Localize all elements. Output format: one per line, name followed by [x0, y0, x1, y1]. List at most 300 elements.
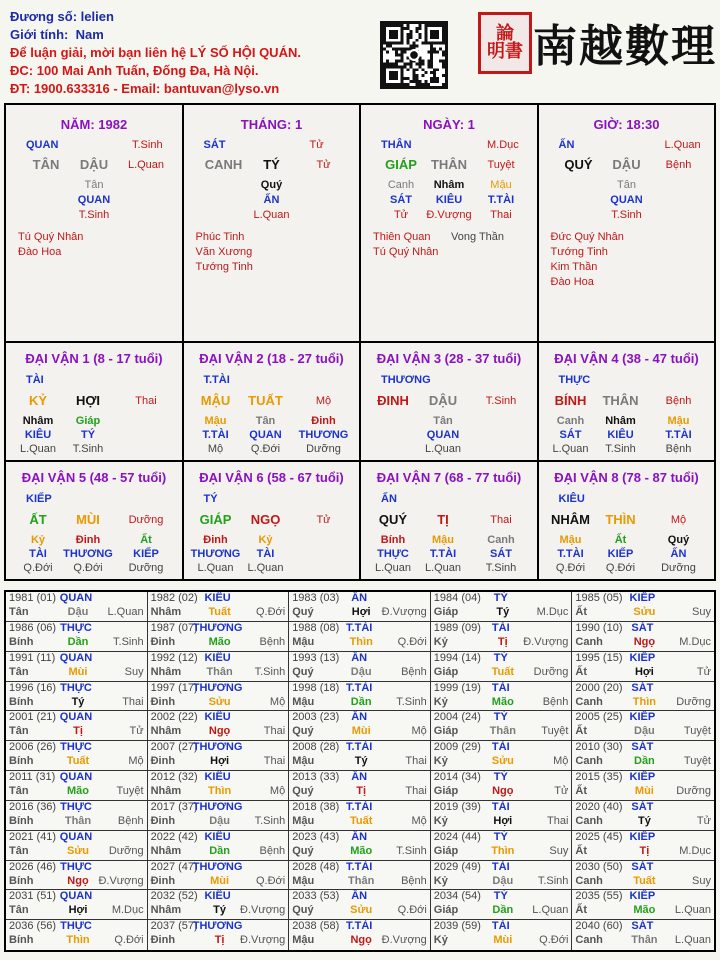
year-phase: Mộ [128, 755, 144, 768]
year-branch: Dậu [209, 814, 230, 827]
year-stem: Bính [9, 934, 34, 947]
year-branch: Tý [71, 695, 85, 708]
year-label: 2033 (53) [292, 890, 340, 903]
year-ten-god: KIẾP [629, 592, 656, 604]
brand-logo: 南越數理 [533, 21, 717, 72]
year-branch: Ngọ [633, 635, 656, 648]
year-cell [289, 861, 431, 891]
luck-ten-god: TÀI [26, 374, 44, 386]
year-ten-god: QUAN [59, 592, 93, 604]
header-info [10, 8, 301, 98]
year-phase: Tuyệt [683, 725, 711, 738]
luck-ten-god: TÝ [203, 493, 218, 505]
year-stem: Mậu [292, 635, 315, 648]
year-label: 2007 (27) [150, 741, 198, 754]
hidden-ten-god: ẤN [263, 194, 280, 206]
year-label: 1995 (15) [575, 651, 623, 664]
year-branch: Ngọ [492, 785, 514, 797]
year-branch: Tuất [633, 874, 656, 887]
qr-code[interactable] [380, 21, 448, 89]
year-ten-god: KIÊU [204, 711, 231, 724]
year-ten-god: THƯƠNG [192, 860, 243, 873]
year-phase: Đ.Vượng [240, 934, 286, 947]
year-phase: Thai [405, 755, 427, 768]
year-label: 1993 (13) [292, 651, 340, 664]
year-branch: Tý [354, 755, 368, 768]
luck-phase: Tử [316, 514, 331, 526]
luck-hidden-god: KIÊU [24, 429, 52, 441]
year-branch: Sửu [491, 755, 514, 768]
luck-hidden-stem: Mậu [559, 534, 582, 546]
year-ten-god: THƯƠNG [192, 741, 243, 754]
pillar-cell [184, 105, 362, 343]
luck-hidden-stem: Ất [140, 534, 152, 546]
year-branch: Sửu [633, 606, 656, 618]
year-cell [572, 920, 714, 950]
year-stem: Nhâm [150, 904, 182, 917]
year-phase: M.Dục [679, 844, 711, 857]
year-label: 1997 (17) [150, 681, 198, 694]
year-label: 2012 (32) [150, 771, 198, 783]
hidden-phase: T.Sinh [78, 209, 110, 221]
year-stem: Mậu [292, 934, 315, 947]
luck-branch: DẬU [428, 393, 458, 408]
year-branch: Thìn [207, 785, 232, 797]
year-branch: Tý [637, 814, 651, 827]
luck-stem: ĐINH [377, 393, 409, 408]
year-cell [289, 771, 431, 801]
year-label: 1989 (09) [433, 621, 481, 634]
luck-pillar-cell [6, 343, 184, 462]
luck-hidden-god: SÁT [559, 429, 582, 441]
pillar-branch: TÝ [263, 157, 280, 172]
year-branch: Sửu [66, 844, 90, 857]
year-cell [431, 711, 573, 741]
year-label: 2011 (31) [9, 771, 56, 783]
year-phase: Dưỡng [676, 785, 711, 797]
year-branch: Tị [497, 635, 508, 648]
year-ten-god: KIẾP [629, 830, 656, 843]
year-branch: Thìn [66, 934, 90, 947]
year-stem: Kỷ [433, 814, 448, 827]
year-ten-god: TÀI [491, 860, 510, 873]
year-stem: Đinh [150, 934, 176, 947]
year-ten-god: KIÊU [204, 830, 231, 843]
year-ten-god: T.TÀI [346, 860, 373, 873]
year-label: 2026 (46) [9, 860, 57, 873]
luck-branch: HỢI [75, 393, 101, 408]
luck-hidden-god: KIÊU [607, 429, 634, 441]
year-stem: Đinh [150, 695, 176, 708]
pillar-branch: DẬU [612, 157, 641, 172]
year-ten-god: QUAN [59, 830, 93, 843]
hidden-stem: Nhâm [433, 179, 465, 191]
pillar-title: NĂM: 1982 [60, 117, 128, 132]
luck-hidden-stem: Giáp [75, 415, 101, 427]
year-branch: Hợi [634, 665, 654, 678]
year-cell [148, 682, 290, 712]
year-branch: Dậu [67, 606, 89, 618]
phone-line: ĐT: 1900.633316 - Email: bantuvan@lyso.vn [10, 81, 280, 96]
hidden-ten-god: SÁT [390, 194, 412, 206]
year-ten-god: TÝ [493, 830, 508, 843]
luck-stem: GIÁP [199, 512, 232, 527]
year-stem: Kỷ [433, 635, 448, 648]
year-branch: Mùi [493, 934, 513, 947]
luck-hidden-stem: Ất [614, 534, 627, 546]
year-phase: Bệnh [542, 695, 569, 708]
pillar-branch-phase: L.Quan [127, 159, 165, 171]
shen-sha-star: Thiên Quan [373, 231, 431, 243]
year-branch: Sửu [350, 904, 373, 917]
year-phase: Bệnh [401, 874, 427, 887]
year-branch: Mùi [351, 725, 371, 738]
year-branch: Tuất [491, 665, 514, 678]
year-label: 2020 (40) [575, 800, 623, 813]
luck-title: ĐẠI VẬN 8 (78 - 87 tuổi) [554, 470, 699, 485]
pillar-title: THÁNG: 1 [240, 117, 303, 132]
year-branch: Mão [491, 695, 514, 708]
year-phase: Bệnh [117, 814, 144, 827]
year-branch: Tý [496, 606, 510, 618]
year-phase: Đ.Vượng [240, 904, 286, 917]
luck-hidden-stem: Canh [556, 415, 585, 427]
year-stem: Ất [575, 606, 587, 618]
year-branch: Mão [208, 635, 231, 648]
year-label: 2027 (47) [150, 860, 198, 873]
year-label: 2016 (36) [9, 800, 57, 813]
year-ten-god: THƯƠNG [192, 800, 243, 813]
luck-hidden-phase: L.Quan [197, 562, 234, 574]
year-branch: Mão [350, 844, 373, 857]
year-stem: Giáp [433, 665, 459, 678]
year-branch: Dần [634, 755, 655, 768]
year-ten-god: KIÊU [204, 592, 231, 604]
year-ten-god: TÝ [493, 711, 508, 724]
year-label: 1987 (07) [150, 621, 198, 634]
luck-ten-god: THỰC [558, 374, 591, 386]
year-cell [289, 741, 431, 771]
year-label: 1985 (05) [575, 592, 623, 604]
year-cell [431, 831, 573, 861]
year-cell [431, 861, 573, 891]
luck-hidden-stem: Đinh [75, 534, 101, 546]
year-label: 1994 (14) [433, 651, 481, 664]
year-label: 2032 (52) [150, 890, 198, 903]
year-label: 2028 (48) [292, 860, 340, 873]
hidden-phase: L.Quan [253, 209, 290, 221]
year-label: 2019 (39) [433, 800, 481, 813]
year-ten-god: ẤN [351, 651, 368, 664]
year-label: 1981 (01) [9, 592, 57, 604]
year-ten-god: TÀI [491, 741, 510, 754]
year-phase: Tử [696, 665, 711, 678]
year-ten-god: THỰC [60, 681, 92, 694]
year-cell [148, 622, 290, 652]
shen-sha-extra: Vong Thần [451, 231, 505, 243]
year-cell [431, 920, 573, 950]
year-phase: Dưỡng [533, 665, 569, 678]
luck-phase: Thai [490, 514, 512, 526]
year-phase: Q.Đới [255, 874, 286, 887]
year-phase: Mộ [269, 785, 286, 797]
shen-sha-star: Đào Hoa [550, 276, 594, 288]
year-ten-god: T.TÀI [346, 800, 373, 813]
pillar-stem: TÂN [32, 157, 60, 172]
hidden-stem: Mậu [490, 179, 512, 191]
year-branch: Thân [206, 665, 233, 678]
luck-phase: Thai [135, 395, 157, 407]
year-branch: Thìn [491, 844, 515, 857]
luck-ten-god: THƯƠNG [381, 374, 431, 386]
year-cell [572, 622, 714, 652]
gender-value: Nam [75, 27, 104, 42]
luck-hidden-phase: L.Quan [19, 443, 57, 455]
luck-branch: TUẤT [248, 393, 283, 408]
year-label: 2006 (26) [9, 741, 57, 754]
year-stem: Bính [9, 755, 34, 768]
year-ten-god: TÝ [493, 771, 508, 783]
year-stem: Tân [9, 606, 29, 618]
hidden-stem: Quý [260, 179, 283, 191]
year-branch: Tý [213, 904, 227, 917]
annual-luck-table [4, 590, 716, 952]
luck-stem: MẬU [200, 393, 231, 408]
year-cell [572, 711, 714, 741]
luck-ten-god: T.TÀI [203, 374, 230, 386]
luck-hidden-stem: Canh [487, 534, 515, 546]
year-label: 2015 (35) [575, 771, 623, 783]
shen-sha-star: Phúc Tinh [195, 231, 245, 243]
luck-hidden-stem: Kỷ [30, 534, 46, 546]
luck-pillar-cell [6, 462, 184, 579]
year-phase: Q.Đới [397, 635, 427, 648]
luck-hidden-god: TÀI [256, 548, 275, 560]
year-cell [572, 801, 714, 831]
year-stem: Tân [9, 665, 29, 678]
luck-hidden-phase: L.Quan [247, 562, 284, 574]
pillar-stem: GIÁP [385, 157, 417, 172]
luck-pillar-cell [361, 462, 539, 579]
year-branch: Tị [73, 725, 83, 738]
luck-hidden-stem: Mậu [204, 415, 227, 427]
pillar-title: GIỜ: 18:30 [593, 117, 660, 132]
code-label: Đương số: [10, 9, 78, 24]
year-stem: Đinh [150, 635, 176, 648]
luck-pillar-cell [184, 462, 362, 579]
year-branch: Tuất [208, 606, 231, 618]
luck-hidden-god: QUAN [249, 429, 282, 441]
luck-phase: Mộ [315, 395, 332, 407]
year-ten-god: SÁT [631, 860, 654, 873]
year-cell [148, 861, 290, 891]
year-phase: L.Quan [674, 904, 711, 917]
year-ten-god: KIẾP [629, 890, 656, 903]
luck-hidden-god: T.TÀI [665, 429, 692, 441]
year-phase: T.Sinh [254, 665, 286, 678]
year-phase: Q.Đới [397, 904, 427, 917]
luck-hidden-phase: Q.Đới [23, 562, 53, 574]
year-label: 2023 (43) [292, 830, 340, 843]
year-label: 2005 (25) [575, 711, 623, 724]
year-label: 2022 (42) [150, 830, 198, 843]
year-cell [148, 592, 290, 622]
year-cell [289, 920, 431, 950]
year-stem: Tân [9, 785, 29, 797]
year-branch: Thân [631, 934, 658, 947]
year-label: 2038 (58) [292, 920, 340, 933]
year-stem: Giáp [433, 904, 459, 917]
shen-sha-star: Văn Xương [195, 246, 253, 258]
year-phase: Bệnh [401, 665, 427, 678]
year-ten-god: T.TÀI [346, 741, 373, 754]
year-stem: Mậu [292, 695, 315, 708]
year-ten-god: TÝ [493, 651, 508, 664]
luck-branch: THÂN [602, 393, 639, 408]
luck-ten-god: KIÊU [558, 493, 585, 505]
year-label: 2010 (30) [575, 741, 623, 754]
year-phase: M.Dục [679, 635, 711, 648]
year-stem: Kỷ [433, 934, 448, 947]
year-cell [289, 831, 431, 861]
luck-hidden-stem: Bính [380, 534, 406, 546]
year-label: 2036 (56) [9, 920, 57, 933]
luck-pillar-cell [184, 343, 362, 462]
luck-hidden-stem: Mậu [667, 415, 690, 427]
year-ten-god: KIÊU [204, 771, 231, 783]
year-label: 2037 (57) [150, 920, 198, 933]
year-branch: Tị [639, 844, 650, 857]
year-ten-god: SÁT [631, 621, 654, 634]
pillar-ten-god: THÂN [381, 139, 412, 151]
pillar-branch-phase: Tuyệt [487, 159, 515, 171]
year-stem: Ất [575, 665, 587, 678]
year-ten-god: SÁT [631, 681, 654, 694]
year-phase: Mộ [553, 755, 569, 768]
luck-hidden-phase: T.Sinh [485, 562, 517, 574]
luck-hidden-phase: Q.Đới [73, 562, 103, 574]
year-phase: Suy [692, 606, 711, 618]
year-branch: Ngọ [208, 725, 231, 738]
year-cell [289, 801, 431, 831]
year-phase: M.Dục [111, 904, 144, 917]
year-branch: Dần [209, 844, 230, 857]
luck-phase: Bệnh [665, 395, 692, 407]
pillar-ten-god: SÁT [203, 139, 226, 151]
hidden-stem: Tân [617, 179, 636, 191]
luck-hidden-god: T.TÀI [202, 429, 229, 441]
shen-sha-star: Đức Quý Nhân [550, 231, 624, 243]
year-ten-god: THỰC [60, 621, 92, 634]
luck-stem: ẤT [29, 512, 47, 527]
year-branch: Ngọ [350, 934, 372, 947]
luck-branch: MÙI [76, 512, 100, 527]
year-branch: Thìn [632, 695, 656, 708]
year-phase: Đ.Vượng [523, 635, 569, 648]
luck-title: ĐẠI VẬN 6 (58 - 67 tuổi) [199, 470, 344, 485]
year-branch: Tuất [349, 814, 373, 827]
luck-hidden-god: QUAN [426, 429, 460, 441]
luck-hidden-phase: Bệnh [665, 443, 692, 455]
year-ten-god: ẤN [351, 771, 368, 783]
shen-sha-star: Tú Quý Nhân [373, 246, 439, 258]
luck-hidden-phase: Dưỡng [306, 443, 341, 455]
year-phase: L.Quan [107, 606, 144, 618]
year-cell [289, 622, 431, 652]
year-label: 2034 (54) [433, 890, 481, 903]
year-ten-god: KIÊU [204, 651, 231, 664]
year-cell [572, 652, 714, 682]
luck-title: ĐẠI VẬN 2 (18 - 27 tuổi) [199, 351, 344, 366]
address-line: ĐC: 100 Mai Anh Tuấn, Đống Đa, Hà Nội. [10, 63, 259, 78]
year-branch: Mùi [634, 785, 654, 797]
year-phase: Tuyệt [683, 755, 711, 768]
year-label: 2025 (45) [575, 830, 623, 843]
year-cell [572, 741, 714, 771]
year-stem: Quý [292, 904, 314, 917]
year-stem: Đinh [150, 755, 176, 768]
year-ten-god: QUAN [59, 711, 93, 724]
shen-sha-star: Tú Quý Nhân [18, 231, 84, 243]
year-stem: Quý [292, 785, 314, 797]
year-cell [572, 890, 714, 920]
luck-branch: TỊ [437, 512, 449, 527]
year-phase: Q.Đới [255, 606, 286, 618]
year-cell [148, 711, 290, 741]
year-label: 2024 (44) [433, 830, 481, 843]
year-phase: Tuyệt [116, 785, 144, 797]
year-cell [6, 682, 148, 712]
year-cell [431, 592, 573, 622]
pillar-ten-god: ẤN [558, 139, 575, 151]
luck-hidden-phase: Q.Đới [605, 562, 636, 574]
luck-hidden-phase: Q.Đới [555, 562, 586, 574]
year-cell [572, 831, 714, 861]
luck-hidden-phase: Dưỡng [128, 562, 164, 574]
year-label: 2035 (55) [575, 890, 623, 903]
year-branch: Dậu [350, 665, 372, 678]
year-branch: Thân [64, 814, 92, 827]
year-branch: Thân [348, 874, 375, 887]
hidden-ten-god: KIÊU [435, 194, 463, 206]
luck-hidden-phase: L.Quan [424, 443, 462, 455]
year-stem: Giáp [433, 785, 459, 797]
year-ten-god: THỰC [60, 800, 92, 813]
luck-hidden-phase: Q.Đới [250, 443, 281, 455]
year-stem: Đinh [150, 874, 176, 887]
year-stem: Nhâm [150, 665, 182, 678]
year-phase: T.Sinh [537, 874, 569, 887]
year-stem: Ất [575, 725, 587, 738]
year-phase: Thai [263, 755, 286, 768]
year-cell [289, 890, 431, 920]
luck-hidden-phase: L.Quan [374, 562, 412, 574]
contact-line: Để luận giải, mời bạn liên hệ LÝ SỐ HỘI QUÁN. [10, 45, 301, 60]
year-label: 1996 (16) [9, 681, 57, 694]
luck-hidden-stem: Nhâm [605, 415, 636, 427]
year-cell [148, 801, 290, 831]
year-stem: Ất [575, 904, 587, 917]
luck-hidden-stem: Quý [667, 534, 690, 546]
pillar-stem: QUÝ [564, 157, 593, 172]
year-ten-god: THƯƠNG [192, 621, 243, 634]
year-branch: Dần [67, 635, 89, 648]
luck-hidden-god: SÁT [490, 548, 512, 560]
luck-hidden-phase: L.Quan [424, 562, 462, 574]
year-branch: Dậu [492, 874, 514, 887]
year-branch: Mùi [68, 665, 88, 678]
year-stem: Đinh [150, 814, 176, 827]
